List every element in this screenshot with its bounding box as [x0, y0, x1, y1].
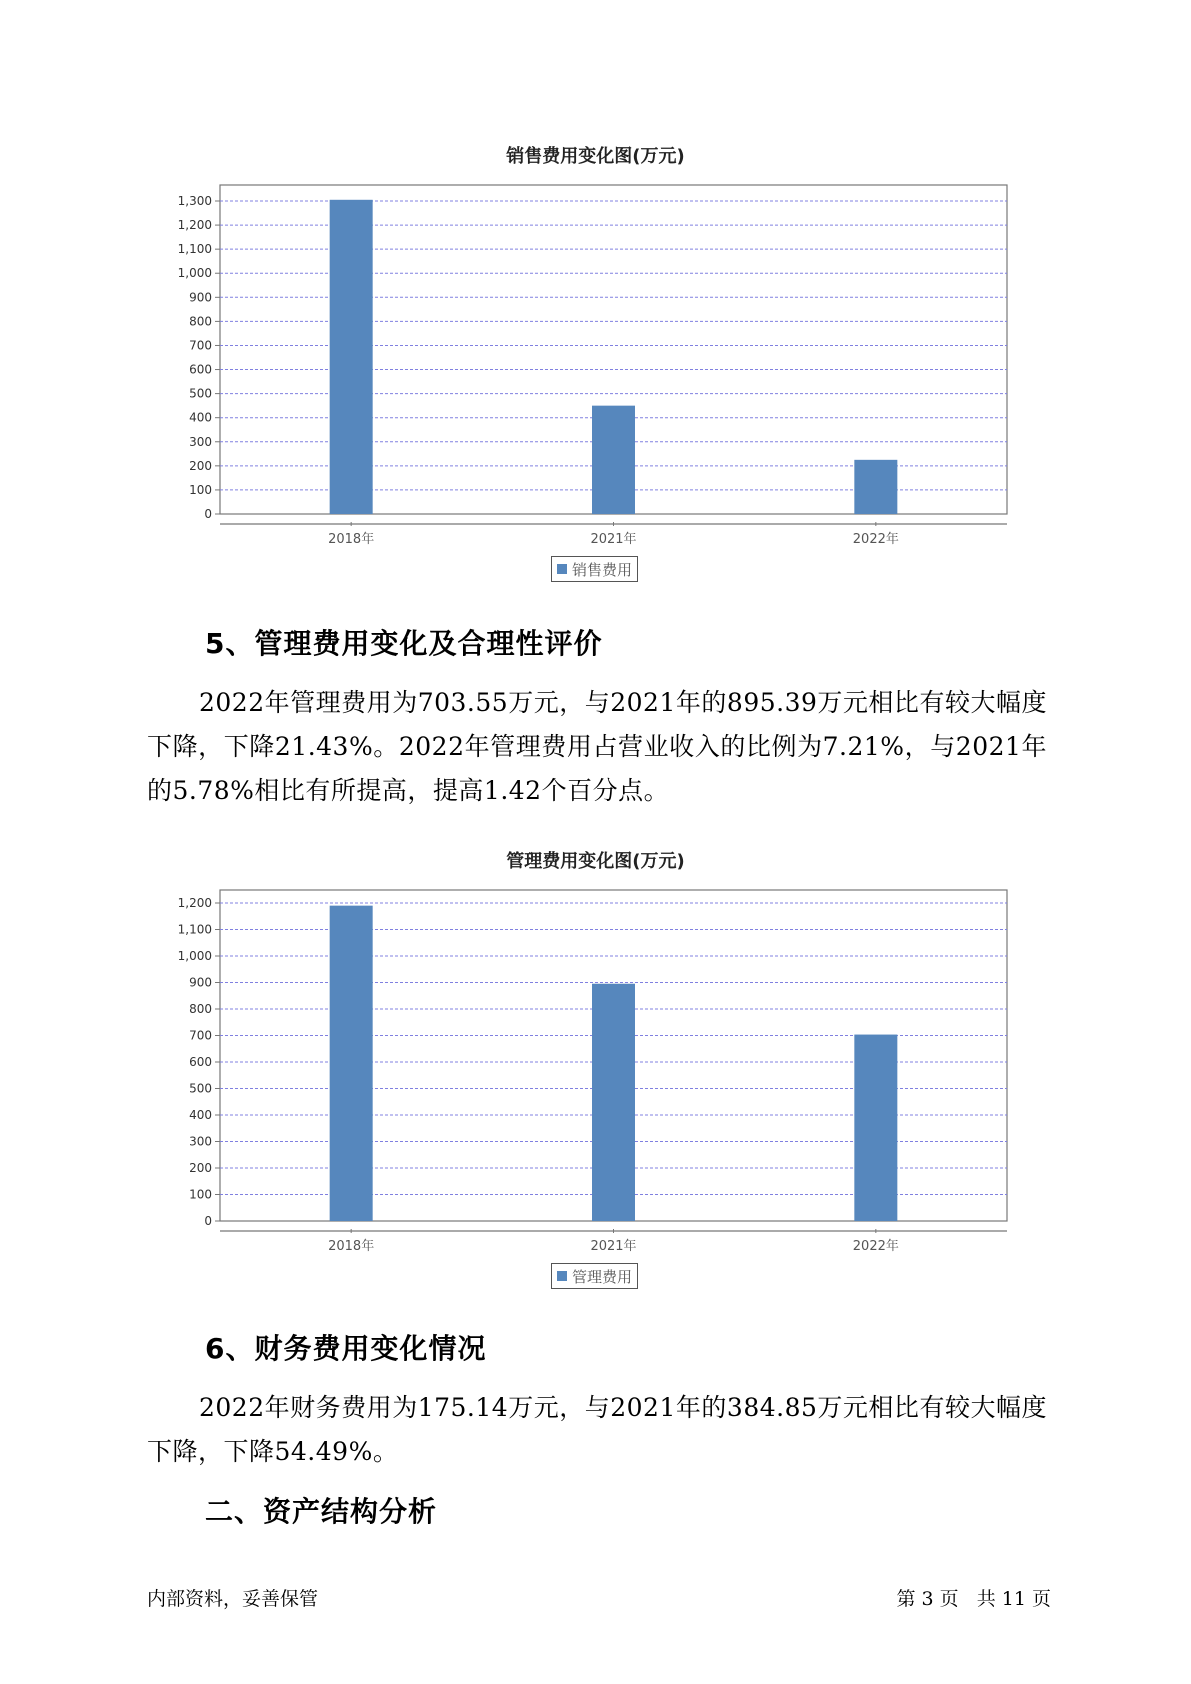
y-tick-label: 200 [189, 1161, 212, 1175]
y-tick-label: 200 [189, 458, 212, 473]
y-tick-label: 300 [189, 1134, 212, 1149]
y-tick-label: 0 [204, 1214, 212, 1228]
chart-title-sales-expense: 销售费用变化图(万元) [506, 146, 685, 167]
y-tick-label: 1,300 [177, 194, 212, 208]
bar-2018年 [330, 200, 373, 514]
bar-2022年 [854, 460, 897, 514]
x-tick-label: 2021年 [590, 1239, 637, 1254]
y-tick-label: 1,000 [177, 266, 212, 281]
y-tick-label: 600 [189, 362, 212, 377]
bar-2021年 [592, 406, 635, 514]
y-tick-label: 500 [189, 1081, 212, 1096]
y-tick-label: 700 [189, 1028, 212, 1043]
footer-confidential-note: 内部资料，妥善保管 [147, 1588, 319, 1610]
section-heading-asset-structure: 二、资产结构分析 [205, 1495, 438, 1528]
section-heading-5: 5、管理费用变化及合理性评价 [205, 627, 603, 660]
y-tick-label: 700 [189, 338, 212, 353]
chart-legend-sales-expense [551, 556, 638, 582]
legend-label: 管理费用 [572, 1267, 633, 1286]
legend-swatch [557, 1271, 567, 1281]
bar-2018年 [330, 906, 373, 1221]
y-tick-label: 600 [189, 1055, 212, 1069]
x-tick-label: 2018年 [328, 532, 375, 547]
chart-legend-admin-expense [551, 1263, 638, 1289]
y-tick-label: 1,200 [177, 896, 212, 910]
y-tick-label: 900 [189, 975, 212, 990]
sales-expense-chart [0, 180, 1191, 547]
legend-swatch [557, 564, 567, 574]
bar-2022年 [854, 1035, 897, 1221]
y-tick-label: 300 [189, 434, 212, 449]
chart-title-admin-expense: 管理费用变化图(万元) [506, 851, 685, 872]
footer-page-number: 第 3 页 共 11 页 [896, 1588, 1051, 1610]
section-heading-6: 6、财务费用变化情况 [205, 1332, 487, 1365]
bar-2021年 [592, 984, 635, 1221]
y-tick-label: 900 [189, 290, 212, 305]
x-tick-label: 2022年 [852, 1239, 899, 1254]
y-tick-label: 400 [189, 410, 212, 425]
y-tick-label: 100 [189, 482, 212, 497]
y-tick-label: 500 [189, 386, 212, 401]
y-tick-label: 800 [189, 314, 212, 329]
y-tick-label: 1,200 [177, 218, 212, 233]
x-tick-label: 2018年 [328, 1239, 375, 1254]
x-tick-label: 2021年 [590, 532, 637, 547]
y-tick-label: 1,000 [177, 949, 212, 963]
admin-expense-chart [0, 885, 1191, 1254]
y-tick-label: 1,100 [177, 922, 212, 937]
y-tick-label: 100 [189, 1187, 212, 1202]
section-paragraph-5: 2022年管理费用为703.55万元，与2021年的895.39万元相比有较大幅度下降，下降21.43%。2022年管理费用占营业收入的比例为7.21%，与2021年的5.78%相比有所提高，提高1.42个百分点。 [147, 688, 1047, 805]
y-tick-label: 800 [189, 1002, 212, 1016]
section-paragraph-6: 2022年财务费用为175.14万元，与2021年的384.85万元相比有较大幅度下降，下降54.49%。 [147, 1393, 1047, 1466]
y-tick-label: 400 [189, 1108, 212, 1122]
y-tick-label: 0 [204, 507, 212, 521]
x-tick-label: 2022年 [852, 532, 899, 547]
y-tick-label: 1,100 [177, 242, 212, 257]
legend-label: 销售费用 [572, 560, 633, 579]
